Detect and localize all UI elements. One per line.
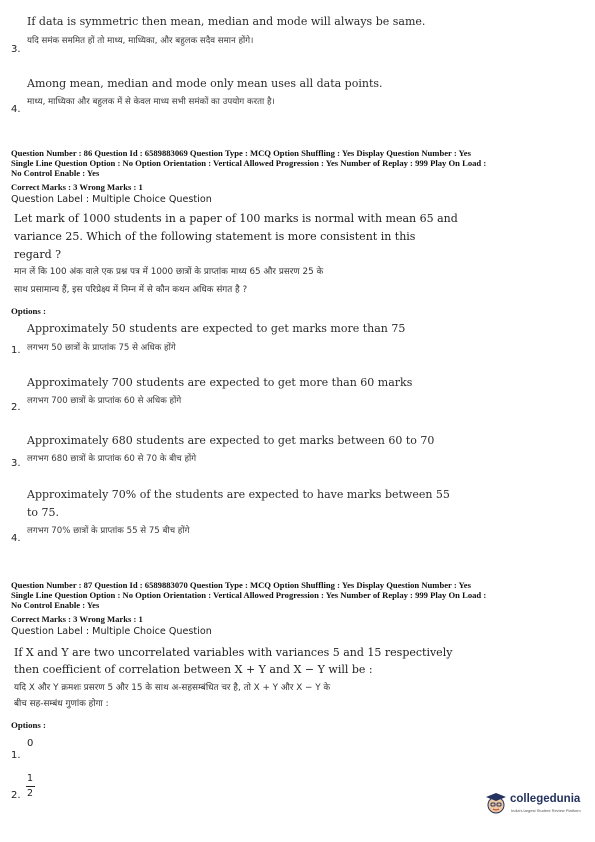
q87-option-1-number: 1. <box>11 750 21 761</box>
q87-option-2-fraction-bar <box>26 786 35 787</box>
q87-option-2-denominator: 2 <box>26 788 34 799</box>
q86-meta-line-3: No Control Enable : Yes <box>11 168 100 178</box>
q86-option-3-hindi: लगभग 680 छात्रों के प्राप्तांक 60 से 70 के बीच होंगे <box>27 454 197 464</box>
q86-meta-line-2: Single Line Question Option : No Option Orientation : Vertical Allowed Progression : Yes Number of Replay : 999 Play On Load : <box>11 158 487 168</box>
logo-tagline: India's largest Student Review Platform <box>511 808 581 813</box>
q87-meta-line-2: Single Line Question Option : No Option Orientation : Vertical Allowed Progression : Yes Number of Replay : 999 Play On Load : <box>11 590 487 600</box>
prev-option-3-number: 3. <box>11 44 21 55</box>
q86-option-1-text: Approximately 50 students are expected to get marks more than 75 <box>27 322 406 335</box>
q86-option-4-text-line-1: Approximately 70% of the students are expected to have marks between 55 <box>27 488 450 501</box>
prev-option-4-number: 4. <box>11 104 21 115</box>
q87-option-1-value: 0 <box>27 738 34 749</box>
q87-question-label: Question Label : Multiple Choice Question <box>11 626 212 637</box>
q86-question-label: Question Label : Multiple Choice Question <box>11 194 212 205</box>
q86-option-4-hindi: लगभग 70% छात्रों के प्राप्तांक 55 से 75 बीच होंगे <box>27 526 190 536</box>
q87-text-line-1: If X and Y are two uncorrelated variables with variances 5 and 15 respectively <box>14 646 453 659</box>
q86-option-2-number: 2. <box>11 402 21 413</box>
q87-option-2-number: 2. <box>11 790 21 801</box>
q87-meta-line-3: No Control Enable : Yes <box>11 600 100 610</box>
q87-meta-line-1: Question Number : 87 Question Id : 6589883070 Question Type : MCQ Option Shuffling : Yes Display Question Number : Yes <box>11 580 471 590</box>
q86-hindi-line-1: मान लें कि 100 अंक वाले एक प्रश्न पत्र में 1000 छात्रों के प्राप्तांक माध्य 65 और प्रसरण 25 के <box>14 267 324 277</box>
q86-options-heading: Options : <box>11 306 46 316</box>
q86-option-3-text: Approximately 680 students are expected to get marks between 60 to 70 <box>27 434 435 447</box>
q86-meta-line-1: Question Number : 86 Question Id : 6589883069 Question Type : MCQ Option Shuffling : Yes Display Question Number : Yes <box>11 148 471 158</box>
q86-option-2-hindi: लगभग 700 छात्रों के प्राप्तांक 60 से अधिक होंगे <box>27 396 182 406</box>
q86-option-1-number: 1. <box>11 345 21 356</box>
q86-text-line-3: regard ? <box>14 248 62 261</box>
collegedunia-logo <box>484 790 584 824</box>
q87-hindi-line-1: यदि X और Y क्रमशः प्रसरण 5 और 15 के साथ अ-सहसम्बंधित चर है, तो X + Y और X − Y के <box>14 683 331 693</box>
q87-options-heading: Options : <box>11 720 46 730</box>
prev-option-4-hindi: माध्य, माध्यिका और बहुलक में से केवल माध्य सभी समंकों का उपयोग करता है। <box>27 97 275 107</box>
q86-option-4-number: 4. <box>11 533 21 544</box>
q87-option-2-numerator: 1 <box>26 773 34 784</box>
prev-option-3-text: If data is symmetric then mean, median and mode will always be same. <box>27 15 426 28</box>
q86-option-2-text: Approximately 700 students are expected to get more than 60 marks <box>27 376 413 389</box>
q86-option-1-hindi: लगभग 50 छात्रों के प्राप्तांक 75 से अधिक होंगे <box>27 343 176 353</box>
prev-option-4-text: Among mean, median and mode only mean uses all data points. <box>27 77 383 90</box>
q87-marks: Correct Marks : 3 Wrong Marks : 1 <box>11 614 143 624</box>
q86-option-3-number: 3. <box>11 458 21 469</box>
q86-hindi-line-2: साथ प्रसामान्य हैं, इस परिप्रेक्ष्य में निम्न में से कौन कथन अधिक संगत है ? <box>14 285 248 295</box>
graduate-face-icon <box>484 791 508 815</box>
q87-hindi-line-2: बीच सह-सम्बंध गुणांक होगा : <box>14 699 109 709</box>
q86-text-line-1: Let mark of 1000 students in a paper of 100 marks is normal with mean 65 and <box>14 212 458 225</box>
q86-marks: Correct Marks : 3 Wrong Marks : 1 <box>11 182 143 192</box>
q87-text-line-2: then coefficient of correlation between X + Y and X − Y will be : <box>14 663 373 676</box>
logo-name: collegedunia <box>510 793 581 805</box>
q86-text-line-2: variance 25. Which of the following statement is more consistent in this <box>14 230 416 243</box>
q86-option-4-text-line-2: to 75. <box>27 506 60 519</box>
prev-option-3-hindi: यदि समंक सममित हों तो माध्य, माध्यिका, और बहुलक सदैव समान होंगे। <box>27 36 254 46</box>
